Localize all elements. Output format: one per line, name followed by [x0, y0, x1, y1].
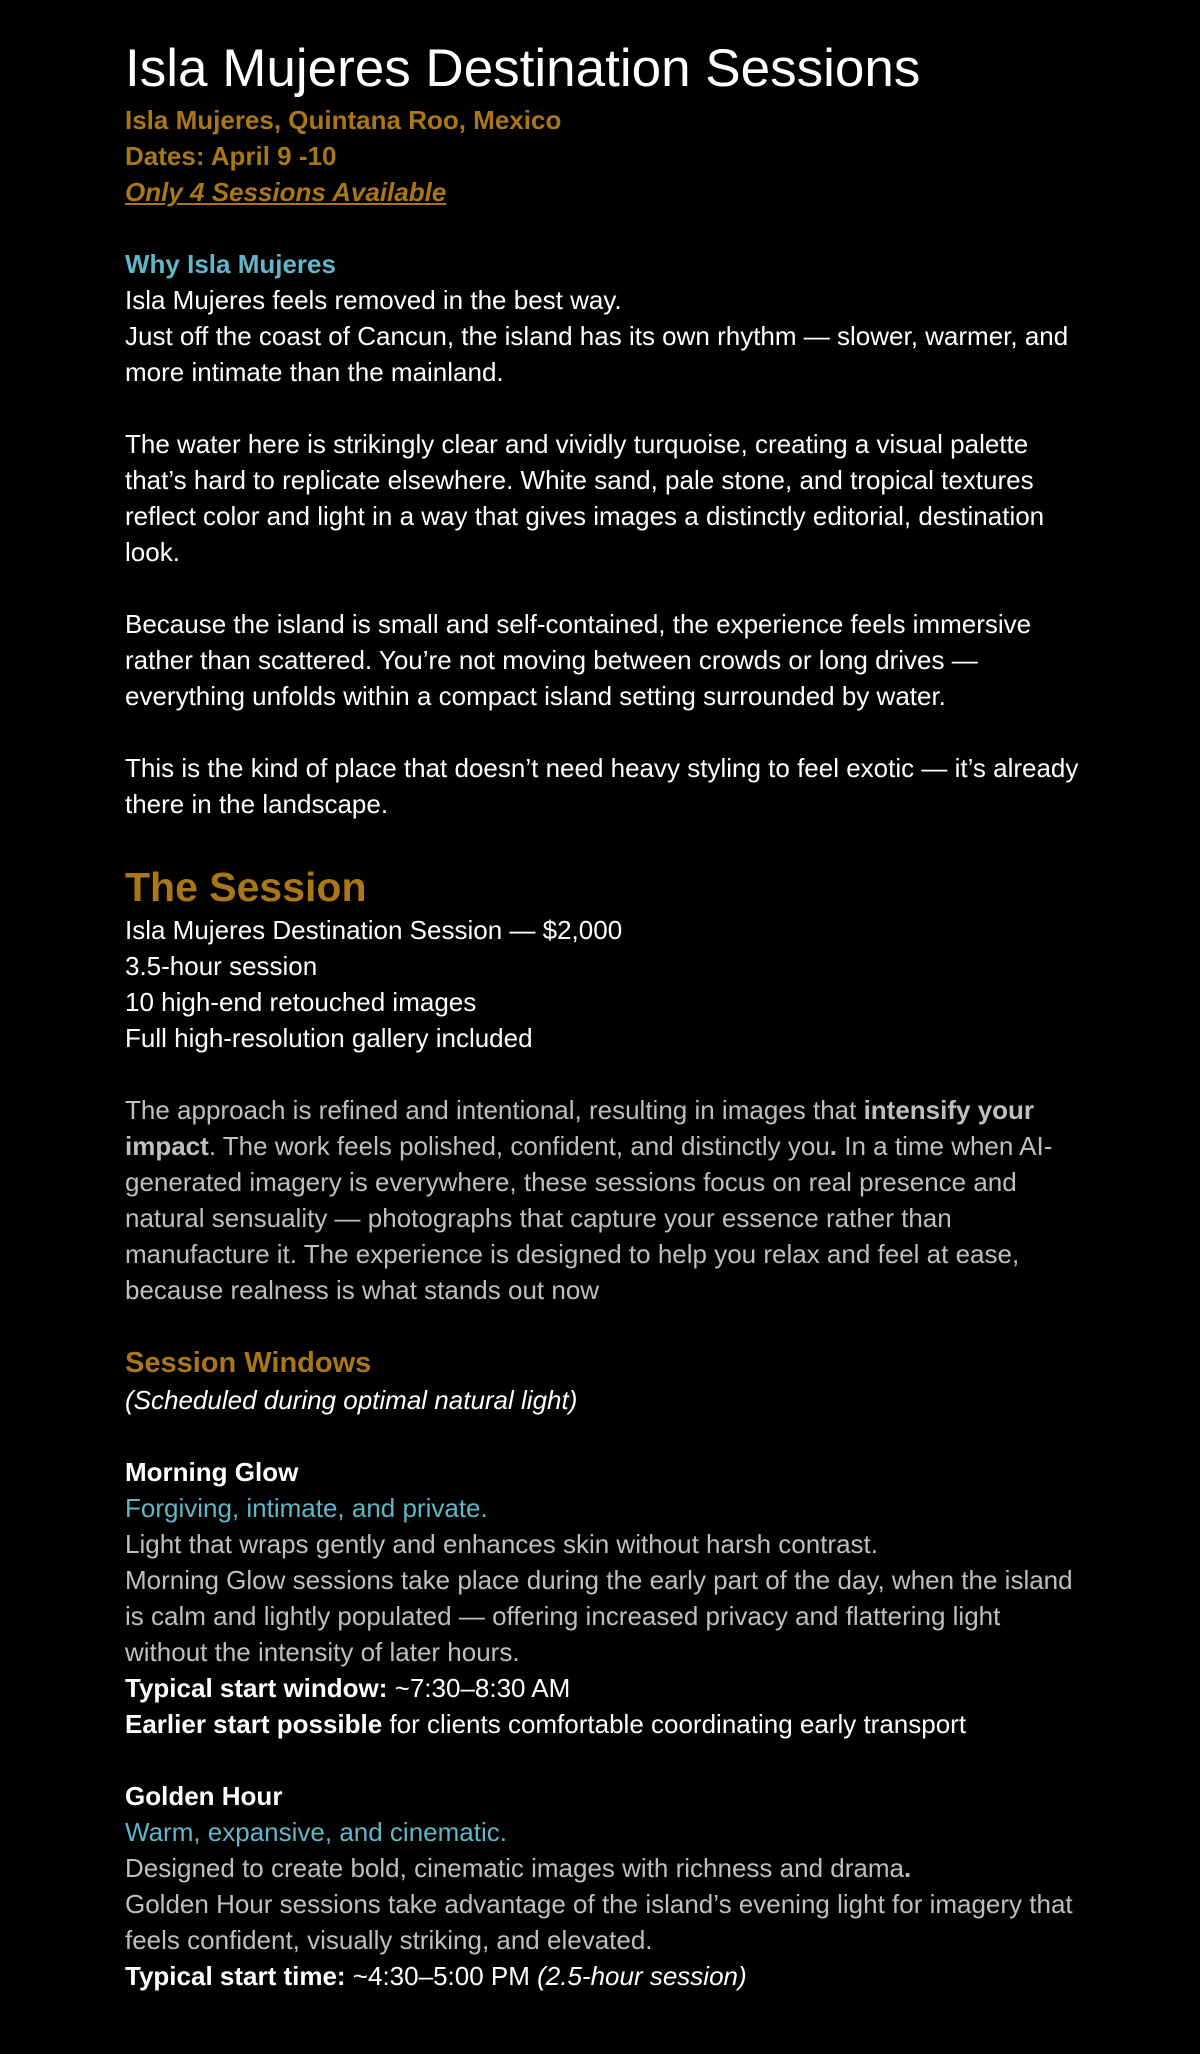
spacer [125, 714, 1085, 750]
golden-start-value: ~4:30–5:00 PM [345, 1961, 538, 1991]
approach-text-start: The approach is refined and intentional, resulting in images that [125, 1095, 864, 1125]
approach-paragraph [125, 1092, 1085, 1308]
page-title: Isla Mujeres Destination Sessions [125, 39, 921, 98]
golden-hour-line-1-text: Designed to create bold, cinematic images with richness and drama [125, 1853, 904, 1883]
morning-start-label: Typical start window: [125, 1673, 388, 1703]
golden-start-time [125, 1958, 1085, 1994]
golden-hour-tagline: Warm, expansive, and cinematic. [125, 1817, 507, 1847]
windows-subheading: (Scheduled during optimal natural light) [125, 1385, 578, 1415]
availability-link[interactable]: Only 4 Sessions Available [125, 177, 447, 207]
spacer [125, 1418, 1085, 1454]
approach-period: . [829, 1131, 838, 1161]
golden-hour-line-2: Golden Hour sessions take advantage of the island’s evening light for imagery that feels confident, visually striking, and elevated. [125, 1889, 1073, 1955]
morning-glow-tagline: Forgiving, intimate, and private. [125, 1493, 488, 1523]
morning-start-window [125, 1670, 1085, 1706]
golden-start-note: (2.5-hour session) [537, 1961, 747, 1991]
why-paragraph-4: This is the kind of place that doesn’t need heavy styling to feel exotic — it’s already there in the landscape. [125, 753, 1079, 819]
spacer [125, 570, 1085, 606]
spacer [125, 1742, 1085, 1778]
why-paragraph-3: Because the island is small and self-contained, the experience feels immersive rather than scattered. You’re not moving between crowds or long drives — everything unfolds within a compact island setting surrounded by water. [125, 609, 1032, 711]
why-line-1: Isla Mujeres feels removed in the best way. [125, 285, 622, 315]
approach-text-mid: . The work feels polished, confident, and distinctly you [208, 1131, 830, 1161]
session-item-gallery: Full high-resolution gallery included [125, 1023, 533, 1053]
dates-text: Dates: April 9 -10 [125, 141, 337, 171]
why-line-2: Just off the coast of Cancun, the island has its own rhythm — slower, warmer, and more intimate than the mainland. [125, 321, 1069, 387]
why-heading: Why Isla Mujeres [125, 249, 336, 279]
approach-text-end: In a time when AI-generated imagery is everywhere, these sessions focus on real presence and natural sensuality — photographs that capture your essence rather than manufacture it. The experience is designed to help you relax and feel at ease, because realness is what stands out now [125, 1131, 1053, 1305]
spacer [125, 1056, 1085, 1092]
session-item-images: 10 high-end retouched images [125, 987, 477, 1017]
windows-heading: Session Windows [125, 1347, 372, 1379]
session-heading: The Session [125, 864, 367, 910]
golden-hour-line-1 [125, 1850, 1085, 1886]
morning-glow-line-1: Light that wraps gently and enhances skin without harsh contrast. [125, 1529, 878, 1559]
spacer [125, 1308, 1085, 1344]
why-paragraph-2: The water here is strikingly clear and vividly turquoise, creating a visual palette that’s hard to replicate elsewhere. White sand, pale stone, and tropical textures reflect color and light in a way that gives images a distinctly editorial, destination look. [125, 429, 1045, 567]
morning-start-value: ~7:30–8:30 AM [387, 1673, 571, 1703]
location-text: Isla Mujeres, Quintana Roo, Mexico [125, 105, 562, 135]
morning-glow-title: Morning Glow [125, 1457, 299, 1487]
golden-hour-title: Golden Hour [125, 1781, 283, 1811]
morning-glow-line-2: Morning Glow sessions take place during the early part of the day, when the island is calm and lightly populated — offering increased privacy and flattering light without the intensity of later hours. [125, 1565, 1073, 1667]
golden-start-label: Typical start time: [125, 1961, 346, 1991]
availability-note [125, 174, 1085, 210]
golden-hour-line-1-period: . [903, 1853, 912, 1883]
session-item-duration: 3.5-hour session [125, 951, 318, 981]
session-item-price: Isla Mujeres Destination Session — $2,000 [125, 915, 623, 945]
spacer [125, 210, 1085, 246]
morning-early-value: for clients comfortable coordinating early transport [382, 1709, 967, 1739]
morning-early-label: Earlier start possible [125, 1709, 383, 1739]
morning-early-start [125, 1706, 1085, 1742]
spacer [125, 390, 1085, 426]
approach-emphasis: intensify your impact [125, 1095, 1035, 1161]
